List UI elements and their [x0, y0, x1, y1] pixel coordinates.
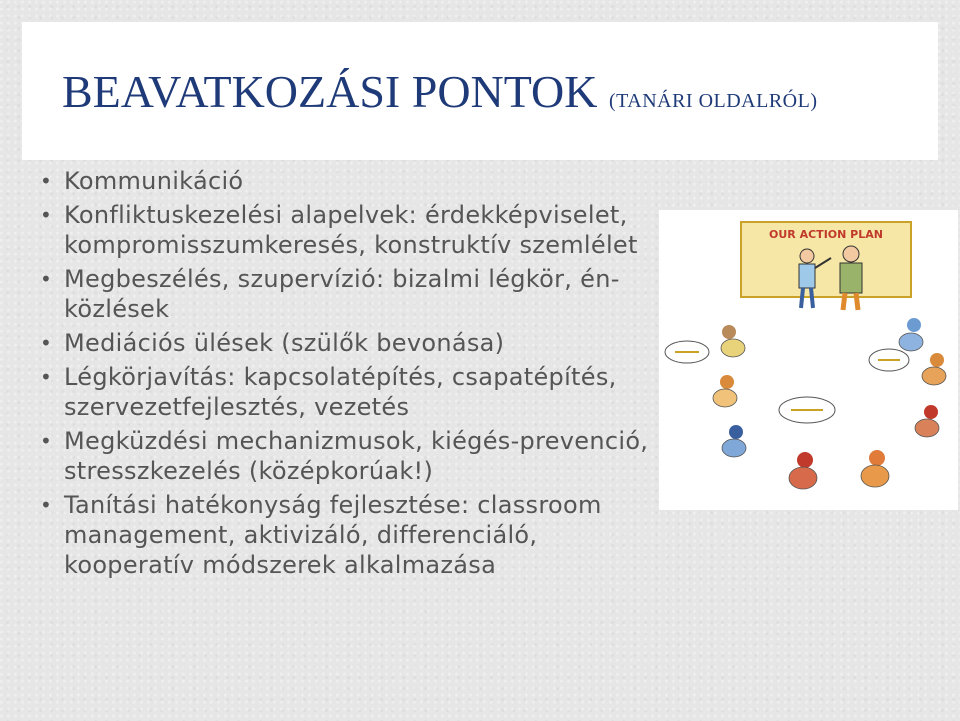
action-plan-illustration — [659, 210, 958, 510]
bullet-item-climate: • Légkörjavítás: kapcsolatépítés, csapatépítés, szervezetfejlesztés, vezetés — [40, 362, 660, 422]
slide-title-main: BEAVATKOZÁSI PONTOK — [62, 66, 598, 117]
bullet-item-supervision: • Megbeszélés, szupervízió: bizalmi légkör, én-közlések — [40, 264, 660, 324]
seated-person — [915, 405, 939, 437]
presenter-right — [840, 246, 862, 310]
bullet-list — [40, 166, 660, 584]
bullet-item-teaching: • Tanítási hatékonyság fejlesztése: classroom management, aktivizáló, differenciáló, kooperatív módszerek alkalmazása — [40, 490, 660, 580]
seated-person — [721, 325, 745, 357]
slide-subtitle: (TANÁRI OLDALRÓL) — [608, 90, 818, 112]
bullet-item-conflict-management: • Konfliktuskezelési alapelvek: érdekképviselet, kompromisszumkeresés, konstruktív szemlélet — [40, 200, 660, 260]
bullet-item-mediation: • Mediációs ülések (szülők bevonása) — [40, 328, 660, 358]
speech-bubble-icon — [665, 341, 709, 363]
seated-person — [899, 318, 923, 351]
slide-title — [62, 62, 818, 131]
seated-person — [922, 353, 946, 385]
speech-bubble-icon — [869, 349, 909, 371]
seated-person — [789, 452, 817, 489]
seated-person — [722, 425, 746, 457]
seated-person — [713, 375, 737, 407]
banner-text: OUR ACTION PLAN — [769, 228, 883, 241]
action-plan-drawing — [659, 210, 958, 510]
bullet-item-communication: • Kommunikáció — [40, 166, 660, 196]
speech-bubble-icon — [779, 397, 835, 423]
title-bar — [22, 22, 938, 160]
seated-person — [861, 450, 889, 487]
bullet-item-coping: • Megküzdési mechanizmusok, kiégés-prevenció, stresszkezelés (középkorúak!) — [40, 426, 660, 486]
